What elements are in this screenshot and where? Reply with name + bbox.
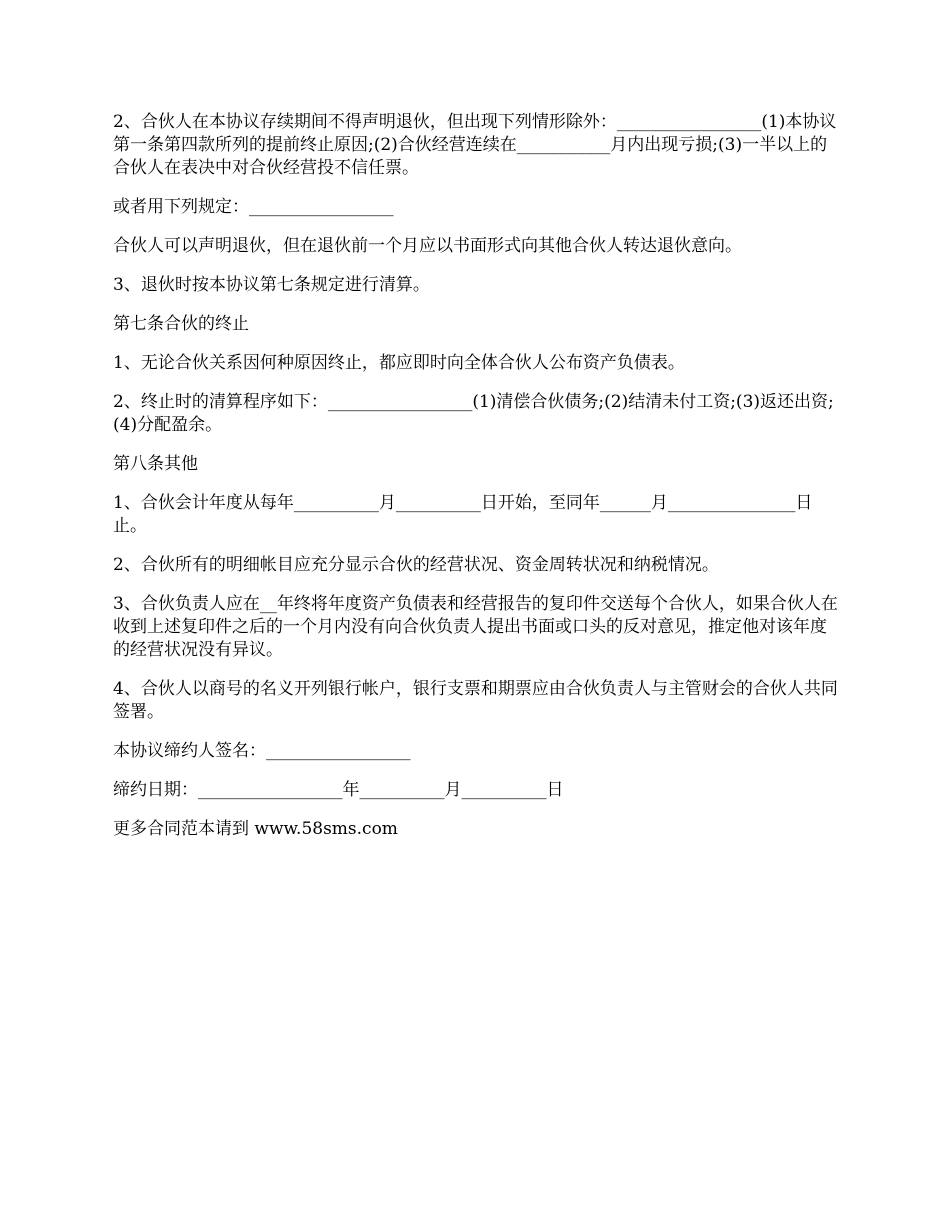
withdrawal-settlement-paragraph: 3、退伙时按本协议第七条规定进行清算。 (113, 275, 430, 295)
signing-date-line: 缔约日期：_________________年__________月__________日 (113, 780, 564, 800)
article-8-heading: 第八条其他 (113, 454, 198, 474)
more-templates-note: 更多合同范本请到 www.58sms.com (113, 819, 398, 839)
liquidation-procedure-paragraph: 2、终止时的清算程序如下：_________________(1)清偿合伙债务;(2)结清未付工资;(3)返还出资;(4)分配盈余。 (113, 392, 834, 435)
fiscal-year-paragraph: 1、合伙会计年度从每年__________月__________日开始，至同年______月_______________日止。 (113, 493, 813, 536)
termination-balance-sheet-paragraph: 1、无论合伙关系因何种原因终止，都应即时向全体合伙人公布资产负债表。 (113, 353, 685, 373)
bank-account-paragraph: 4、合伙人以商号的名义开列银行帐户，银行支票和期票应由合伙负责人与主管财会的合伙人共同签署。 (113, 679, 838, 722)
document-body (113, 111, 840, 857)
alternative-rule-paragraph: 或者用下列规定：_________________ (113, 197, 394, 217)
withdrawal-notice-paragraph: 合伙人可以声明退伙，但在退伙前一个月应以书面形式向其他合伙人转达退伙意向。 (113, 236, 742, 256)
withdrawal-restriction-paragraph: 2、合伙人在本协议存续期间不得声明退伙，但出现下列情形除外：_________________(1)本协议第一条第四款所列的提前终止原因;(2)合伙经营连续在___________月内出现亏损;(3)一半以上的合伙人在表决中对合伙经营投不信任票。 (113, 112, 837, 178)
signature-line: 本协议缔约人签名：_________________ (113, 741, 411, 761)
annual-report-paragraph: 3、合伙负责人应在__年终将年度资产负债表和经营报告的复印件交送每个合伙人，如果合伙人在收到上述复印件之后的一个月内没有向合伙负责人提出书面或口头的反对意见，推定他对该年度的经营状况没有异议。 (113, 594, 838, 660)
article-7-heading: 第七条合伙的终止 (113, 314, 249, 334)
accounts-paragraph: 2、合伙所有的明细帐目应充分显示合伙的经营状况、资金周转状况和纳税情况。 (113, 555, 719, 575)
